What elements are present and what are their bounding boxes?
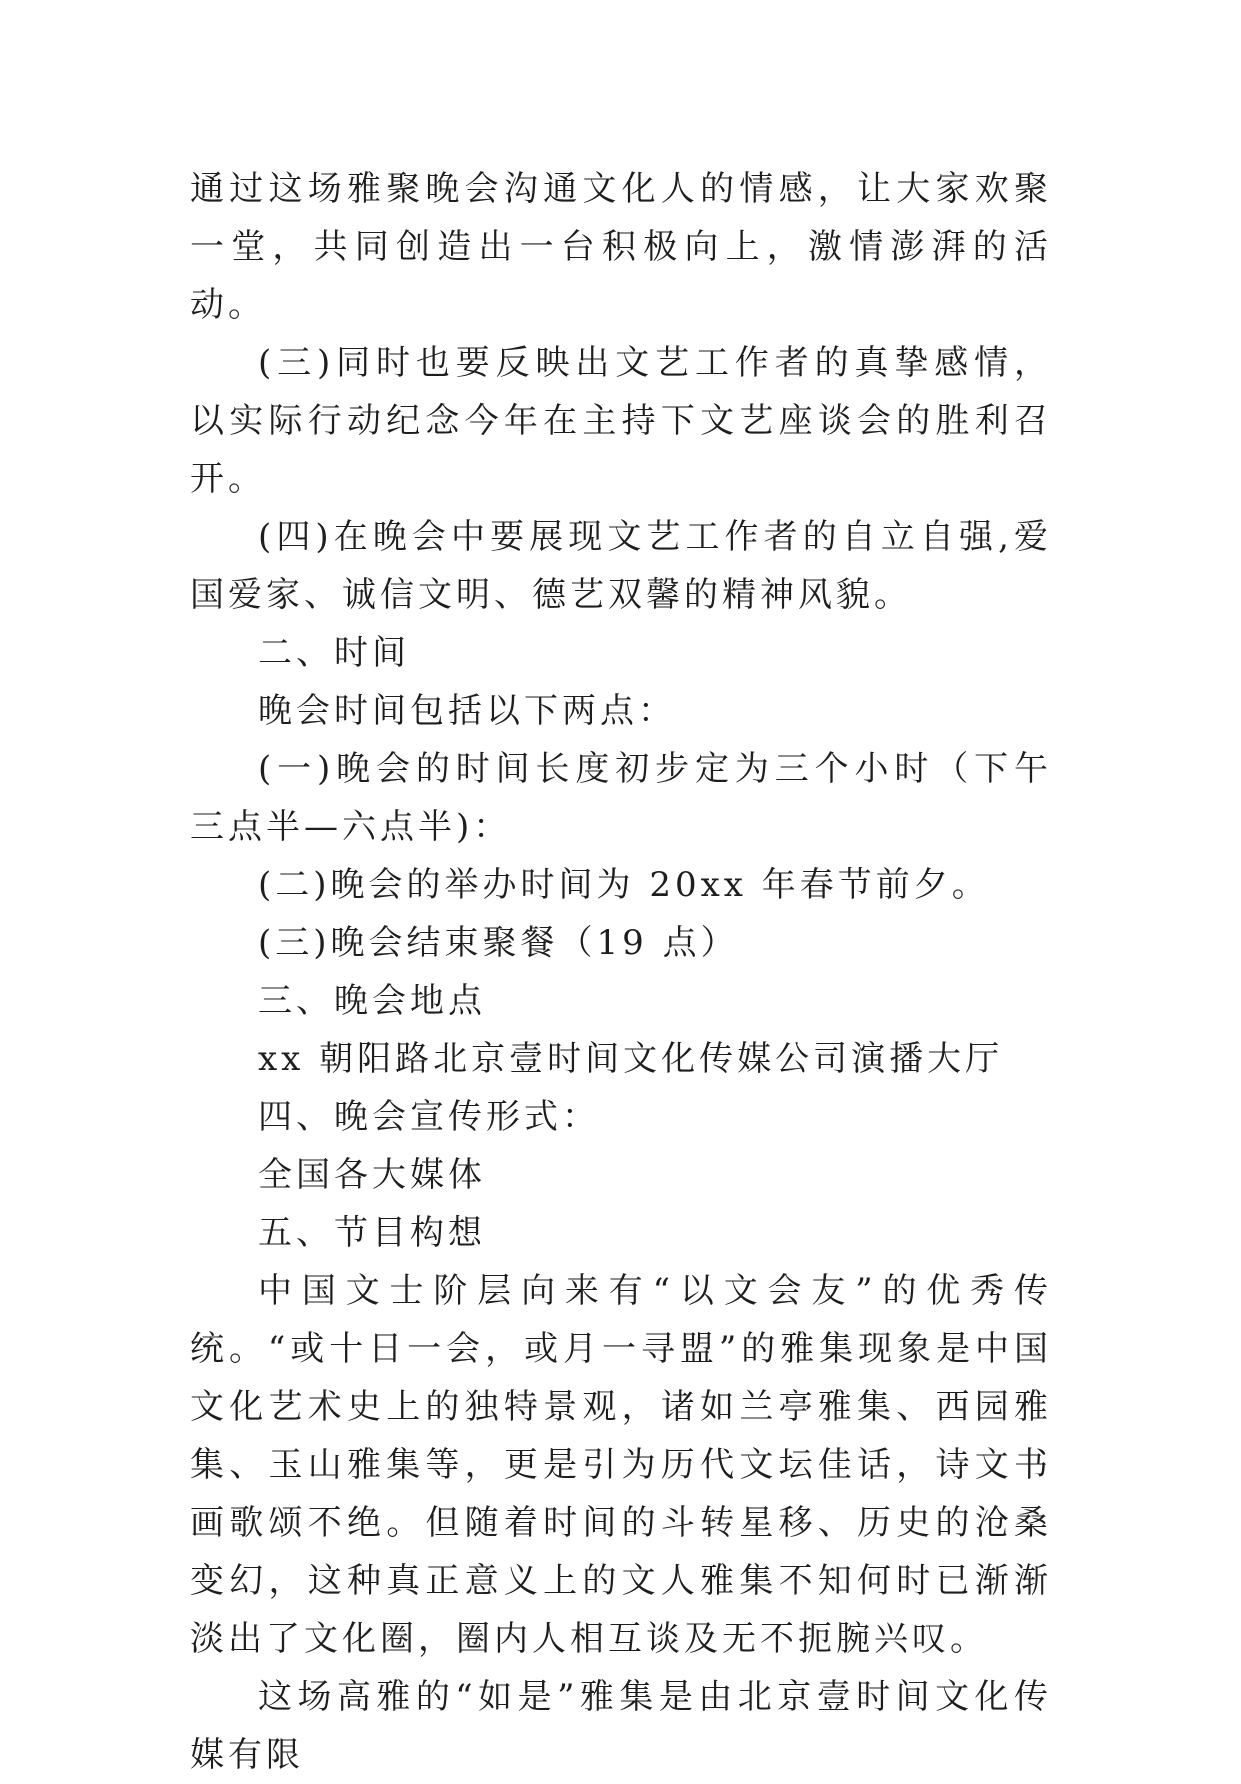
paragraph-intro-continuation: 通过这场雅聚晚会沟通文化人的情感，让大家欢聚一堂，共同创造出一台积极向上，激情澎湃的活动。 <box>190 169 1052 325</box>
paragraph-gathering-intro: 这场高雅的“如是”雅集是由北京壹时间文化传媒有限 <box>190 1677 1052 1775</box>
paragraph-venue: xx 朝阳路北京壹时间文化传媒公司演播大厅 <box>258 1039 1004 1079</box>
section-heading-publicity: 四、晚会宣传形式： <box>258 1097 600 1137</box>
paragraph-publicity: 全国各大媒体 <box>258 1155 486 1195</box>
paragraph-time-intro: 晚会时间包括以下两点： <box>258 691 676 731</box>
paragraph-time-two: (二)晚会的举办时间为 20xx 年春节前夕。 <box>258 865 990 905</box>
section-heading-time: 二、时间 <box>258 633 410 673</box>
section-heading-venue: 三、晚会地点 <box>258 981 486 1021</box>
paragraph-program-concept: 中国文士阶层向来有“以文会友”的优秀传统。“或十日一会，或月一寻盟”的雅集现象是中国文化艺术史上的独特景观，诸如兰亭雅集、西园雅集、玉山雅集等，更是引为历代文坛佳话，诗文书画歌颂不绝。但随着时间的斗转星移、历史的沧桑变幻，这种真正意义上的文人雅集不知何时已渐渐淡出了文化圈，圈内人相互谈及无不扼腕兴叹。 <box>190 1271 1052 1659</box>
paragraph-time-three: (三)晚会结束聚餐（19 点） <box>258 923 739 963</box>
paragraph-point-three: (三)同时也要反映出文艺工作者的真挚感情，以实际行动纪念今年在主持下文艺座谈会的胜利召开。 <box>190 343 1052 499</box>
document-body <box>190 160 1052 1784</box>
paragraph-point-four: (四)在晚会中要展现文艺工作者的自立自强,爱国爱家、诚信文明、德艺双馨的精神风貌。 <box>190 517 1052 615</box>
paragraph-time-one: (一)晚会的时间长度初步定为三个小时（下午三点半—六点半)： <box>190 749 1052 847</box>
section-heading-program: 五、节目构想 <box>258 1213 486 1253</box>
